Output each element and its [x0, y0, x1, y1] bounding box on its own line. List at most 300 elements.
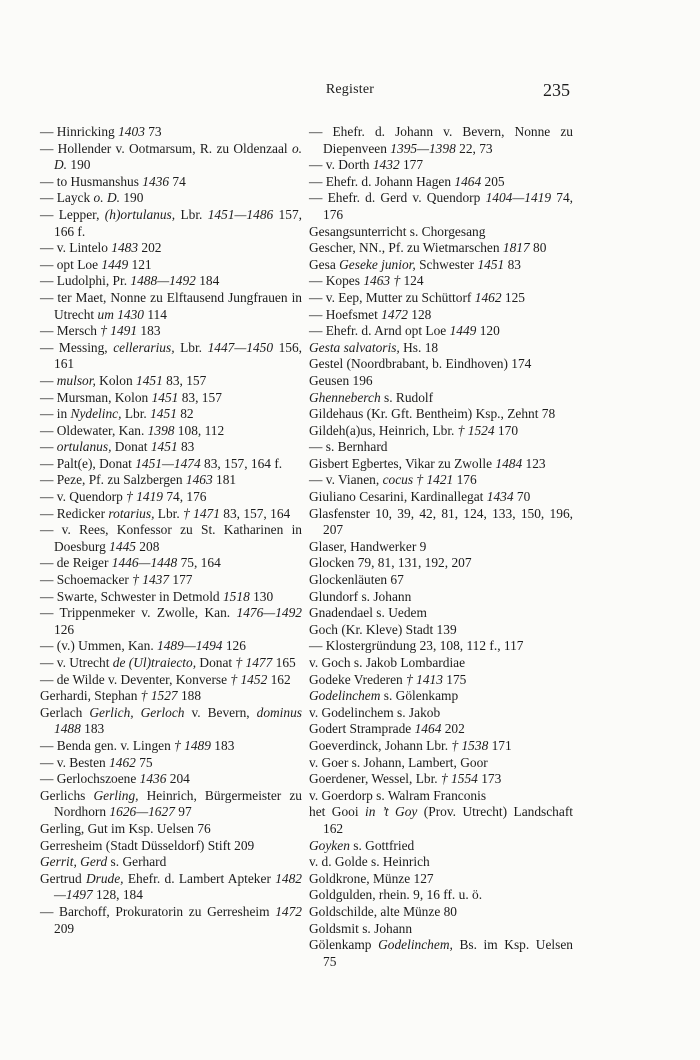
index-entry	[40, 323, 302, 340]
index-entry-italic-text: (h)ortulanus,	[104, 206, 176, 222]
index-entry-italic-text: 1472	[275, 903, 302, 919]
index-entry	[40, 672, 302, 689]
index-entry-text: — v. Lintelo	[40, 240, 112, 256]
index-entry-italic-text: † 1538	[451, 737, 489, 753]
index-entry-text: Gisbert Egbertes, Vikar zu Zwolle	[309, 455, 496, 471]
index-entry-text: v. Goer s. Johann, Lambert, Goor	[309, 754, 488, 770]
index-entry-text: 202	[138, 240, 162, 256]
index-entry-italic-text: † 1491	[100, 323, 138, 339]
index-entry	[40, 423, 302, 440]
index-entry-text: 22, 73	[455, 140, 493, 156]
index-entry-italic-text: Godelinchem,	[378, 937, 453, 953]
index-entry-text: Goldkrone, Münze 127	[309, 870, 434, 886]
index-entry-text: v. Bevern,	[184, 704, 257, 720]
index-entry-italic-text: 1817	[502, 240, 530, 256]
index-entry	[40, 207, 302, 240]
index-entry-text: — Klostergründung 23, 108, 112 f., 117	[309, 638, 524, 654]
index-entry-text: Glocken 79, 81, 131, 192, 207	[309, 555, 472, 571]
index-entry-text: —	[40, 372, 57, 388]
index-entry	[309, 622, 573, 639]
index-entry-text: Glaser, Handwerker 9	[309, 538, 427, 554]
index-column-right	[309, 124, 573, 970]
index-entry-text: Donat	[111, 439, 151, 455]
index-entry-text: 177	[169, 572, 193, 588]
index-entry-italic-text: † 1477	[235, 655, 273, 670]
index-entry	[40, 174, 302, 191]
index-entry	[309, 373, 573, 390]
index-entry-text: Schwester	[415, 256, 478, 272]
index-entry-text: Glockenläuten 67	[309, 572, 404, 588]
index-entry-text: — Lepper,	[40, 206, 105, 222]
index-entry	[40, 638, 302, 655]
index-entry-text: Goldschilde, alte Münze 80	[309, 903, 458, 919]
index-entry-italic-text: Geseke junior,	[339, 256, 416, 272]
index-entry-italic-text: in ’t Goy	[365, 804, 418, 820]
index-entry-text: Gerlach	[40, 704, 90, 720]
index-entry-italic-text: 1451	[477, 256, 505, 272]
index-entry-text: 114	[144, 306, 167, 322]
index-entry	[309, 705, 573, 722]
index-entry-text: — (v.) Ummen, Kan.	[40, 638, 158, 654]
index-entry	[40, 257, 302, 274]
index-entry	[309, 174, 573, 191]
index-entry-italic-text: de (Ul)traiecto,	[112, 655, 197, 670]
index-entry	[309, 456, 573, 473]
index-entry-text: 74, 176	[323, 190, 573, 222]
index-entry	[309, 489, 573, 506]
index-entry	[309, 572, 573, 589]
index-entry	[40, 738, 302, 755]
index-entry-text: 190	[67, 157, 91, 173]
index-entry	[309, 804, 573, 837]
index-entry-text: Goldgulden, rhein. 9, 16 ff. u. ö.	[309, 887, 483, 903]
index-entry-text: — v. Rees, Konfessor zu St. Katharinen in Doesburg	[40, 522, 302, 554]
index-entry-text: — Mersch	[40, 323, 101, 339]
index-entry-text: 175	[442, 671, 467, 687]
index-entry-text: 176	[453, 472, 477, 488]
index-entry	[309, 688, 573, 705]
index-entry-text: 126	[54, 621, 75, 637]
index-entry-italic-text: 1403	[118, 124, 145, 139]
index-entry-italic-text: mulsor,	[56, 372, 96, 388]
index-entry-text: Donat	[196, 655, 236, 670]
index-entry-text: Gildeh(a)us, Heinrich, Lbr.	[309, 422, 458, 438]
index-entry-italic-text: Gerlich, Gerloch	[89, 704, 185, 720]
index-entry-italic-text: 1395—1398	[390, 140, 456, 156]
index-entry-text: 83, 157, 164 f.	[200, 455, 283, 471]
index-entry-italic-text: † 1554	[441, 771, 478, 787]
index-entry-text: — Ludolphi, Pr.	[40, 273, 131, 289]
index-entry	[40, 688, 302, 705]
index-entry-italic-text: 1483	[111, 240, 139, 256]
index-entry-text: 171	[488, 737, 512, 753]
index-entry-italic-text: 1451	[150, 406, 177, 422]
index-entry-text: 181	[212, 472, 237, 488]
index-entry	[40, 472, 302, 489]
index-entry-text: Goldsmit s. Johann	[309, 920, 413, 936]
index-entry-italic-text: Gerrit, Gerd	[40, 854, 108, 870]
index-entry-text: s. Gerhard	[107, 854, 167, 870]
index-entry-text: 124	[400, 273, 424, 289]
index-entry-text: Gestel (Noordbrabant, b. Eindhoven) 174	[309, 356, 532, 372]
index-entry-text: — Oldewater, Kan.	[40, 422, 148, 438]
index-entry-text: 70	[513, 489, 531, 505]
index-entry-text: Gescher, NN., Pf. zu Wietmarschen	[309, 240, 503, 256]
index-entry-italic-text: cellerarius,	[113, 339, 175, 355]
index-entry-italic-text: † 1527	[140, 688, 178, 704]
index-entry-text: — Swarte, Schwester in Detmold	[40, 588, 223, 604]
index-entry-italic-text: 1446—1448	[111, 555, 178, 571]
index-entry-text: v. d. Golde s. Heinrich	[309, 854, 430, 870]
index-entry-italic-text: 1464	[414, 721, 442, 737]
index-entry-text: — Hollender v. Ootmarsum, R. zu Oldenzaal	[40, 140, 292, 156]
index-entry-text: 190	[119, 190, 144, 206]
index-entry-text: Lbr.	[154, 505, 184, 521]
index-entry-text: — Gerlochszoene	[40, 771, 140, 787]
index-entry	[40, 124, 302, 141]
index-entry-italic-text: 1404—1419	[485, 190, 552, 206]
index-entry-italic-text: Gerling,	[93, 787, 139, 803]
index-entry	[309, 423, 573, 440]
index-entry-italic-text: 1518	[222, 588, 250, 604]
index-entry	[40, 273, 302, 290]
index-entry	[309, 838, 573, 855]
index-entry-italic-text: † 1524	[457, 422, 495, 438]
index-entry	[40, 755, 302, 772]
index-entry-text: — v. Dorth	[309, 157, 373, 173]
index-entry-text: 204	[166, 771, 190, 787]
index-entry-text: — opt Loe	[40, 256, 102, 272]
index-entry	[309, 738, 573, 755]
index-entry	[309, 921, 573, 938]
index-entry	[40, 605, 302, 638]
index-entry-text: 83, 157	[178, 389, 222, 405]
index-entry-text: — v. Eep, Mutter zu Schüttorf	[309, 289, 475, 305]
index-entry	[309, 755, 573, 772]
index-entry-italic-text: Drude,	[85, 870, 124, 886]
index-entry-text: 128, 184	[92, 887, 143, 903]
index-entry-text: 75, 164	[177, 555, 221, 571]
index-entry-text: — Ehefr. d. Johann Hagen	[309, 173, 455, 189]
index-entry-italic-text: Goyken	[309, 837, 350, 853]
index-entry	[309, 307, 573, 324]
index-entry-text: — Ehefr. d. Arnd opt Loe	[309, 323, 450, 339]
index-entry	[309, 290, 573, 307]
index-entry-italic-text: Godelinchem	[309, 688, 381, 704]
index-entry-italic-text: 1482—1497	[54, 870, 302, 903]
index-entry-text: — in	[40, 406, 71, 422]
index-entry-italic-text: 1436	[142, 173, 170, 189]
index-entry-text: 82	[176, 406, 194, 422]
index-entry-text: Geusen 196	[309, 372, 373, 388]
index-entry-text: Goerdener, Wessel, Lbr.	[309, 771, 442, 787]
index-entry-text: (Prov. Utrecht) Landschaft 162	[323, 804, 573, 836]
index-entry	[40, 904, 302, 937]
index-entry-italic-text: Ghenneberch	[309, 389, 381, 405]
index-entry-text: 123	[522, 455, 546, 471]
index-entry-text: 83, 157	[162, 372, 207, 388]
index-entry-text: 183	[80, 721, 105, 737]
index-entry	[40, 190, 302, 207]
index-entry-text: Gerresheim (Stadt Düsseldorf) Stift 209	[40, 837, 255, 853]
index-entry-text: — Hoefsmet	[309, 306, 382, 322]
index-entry-italic-text: 1436	[139, 771, 167, 787]
running-header: Register	[325, 82, 375, 97]
index-entry	[40, 240, 302, 257]
index-entry-text: — de Wilde v. Deventer, Konverse	[40, 671, 231, 687]
index-entry	[309, 340, 573, 357]
index-entry-italic-text: 1472	[381, 306, 408, 322]
index-entry-text: 74	[169, 173, 186, 189]
index-entry	[309, 257, 573, 274]
index-entry-text: — Messing,	[40, 339, 114, 355]
index-entry-text: 73	[144, 124, 162, 139]
index-entry-text: Kolon	[95, 372, 137, 388]
index-entry-text: 128	[407, 306, 432, 322]
index-entry-text: 183	[137, 323, 161, 339]
index-entry	[40, 373, 302, 390]
index-entry-text: Goeverdinck, Johann Lbr.	[309, 737, 452, 753]
index-entry-text: 184	[195, 273, 220, 289]
index-entry	[309, 506, 573, 539]
index-entry-text: — Kopes	[309, 273, 364, 289]
index-entry-text: Glundorf s. Johann	[309, 588, 412, 604]
index-entry-italic-text: † 1452	[230, 671, 268, 687]
index-entry	[40, 572, 302, 589]
index-entry-italic-text: 1398	[147, 422, 175, 438]
index-entry-text: Gildehaus (Kr. Gft. Bentheim) Ksp., Zehnt 78	[309, 406, 556, 422]
index-entry-text: 120	[476, 323, 500, 339]
index-entry-text: 157, 166 f.	[54, 206, 302, 239]
index-entry-italic-text: 1449	[101, 256, 129, 272]
index-entry-italic-text: Nydelinc,	[70, 406, 122, 422]
index-entry	[309, 771, 573, 788]
index-entry-text: 156, 161	[54, 339, 303, 372]
index-entry-italic-text: 1451	[150, 439, 178, 455]
index-entry-text: — Ehefr. d. Gerd v. Quendorp	[309, 190, 486, 206]
index-entry-text: Hs. 18	[399, 339, 439, 355]
index-entry-text: Bs. im Ksp. Uelsen 75	[323, 937, 573, 969]
index-entry-text: 125	[501, 289, 525, 305]
index-entry-text: 83	[177, 439, 195, 455]
index-entry-text: — v. Besten	[40, 754, 110, 770]
index-entry-italic-text: † 1437	[132, 572, 170, 588]
index-entry-text: 97	[174, 804, 192, 820]
index-entry-italic-text: dominus 1488	[54, 704, 303, 737]
index-entry	[309, 672, 573, 689]
index-entry-text: het Gooi	[309, 804, 366, 820]
index-entry-text: — Ehefr. d. Johann v. Bevern, Nonne zu Diepenveen	[309, 124, 573, 156]
index-entry-italic-text: † 1413	[406, 671, 443, 687]
index-entry	[40, 555, 302, 572]
index-entry-text: — Peze, Pf. zu Salzbergen	[40, 472, 186, 488]
index-entry	[40, 771, 302, 788]
index-entry	[40, 390, 302, 407]
index-entry-text: Lbr.	[175, 206, 208, 222]
index-entry-text: 83, 157, 164	[219, 505, 291, 521]
index-entry	[40, 290, 302, 323]
index-entry-italic-text: Gesta salvatoris,	[309, 339, 400, 355]
index-entry-text: Goch (Kr. Kleve) Stadt 139	[309, 621, 457, 637]
index-entry-text: — Redicker	[40, 505, 109, 521]
index-entry	[309, 555, 573, 572]
index-entry-text: Lbr.	[174, 339, 208, 355]
index-entry-text: — Trippenmeker v. Zwolle, Kan.	[40, 605, 237, 621]
index-entry-italic-text: rotarius,	[108, 505, 155, 521]
index-entry-text: 170	[494, 422, 519, 438]
index-entry-italic-text: 1462	[109, 754, 136, 770]
index-entry	[309, 788, 573, 805]
index-entry-italic-text: 1463	[185, 472, 213, 488]
index-entry	[309, 539, 573, 556]
index-entry	[40, 705, 302, 738]
index-entry	[309, 356, 573, 373]
index-entry-text: v. Goch s. Jakob Lombardiae	[309, 655, 466, 670]
index-entry-text: 108, 112	[174, 422, 225, 438]
index-entry-italic-text: um 1430	[97, 306, 144, 322]
index-entry	[309, 871, 573, 888]
index-entry-text: — Palt(e), Donat	[40, 455, 136, 471]
index-entry	[309, 589, 573, 606]
index-entry	[40, 655, 302, 672]
index-entry-text: 83	[504, 256, 521, 272]
index-entry	[309, 638, 573, 655]
index-entry-text: — Barchoff, Prokuratorin zu Gerresheim	[40, 903, 276, 919]
index-entry	[309, 655, 573, 672]
index-entry-italic-text: 1447—1450	[207, 339, 274, 355]
index-entry-text: 130	[249, 588, 274, 604]
index-column-left	[40, 124, 302, 937]
index-entry	[309, 472, 573, 489]
index-entry-italic-text: 1451—1474	[135, 455, 201, 471]
index-entry-text: — Mursman, Kolon	[40, 389, 152, 405]
index-entry-text: — s. Bernhard	[309, 439, 388, 455]
index-entry-italic-text: 1451	[151, 389, 179, 405]
index-entry-text: 173	[477, 771, 502, 787]
index-entry	[309, 854, 573, 871]
index-entry-text: — Schoemacker	[40, 572, 133, 588]
index-entry-text: — v. Utrecht	[40, 655, 113, 670]
index-entry	[40, 141, 302, 174]
index-entry-italic-text: 1463 †	[363, 273, 401, 289]
index-entry	[309, 721, 573, 738]
index-entry-italic-text: 1488—1492	[130, 273, 196, 289]
index-entry-italic-text: o. D.	[54, 140, 302, 173]
index-entry-text: —	[40, 439, 57, 455]
index-entry-text: 188	[177, 688, 202, 704]
index-entry-text: — to Husmanshus	[40, 173, 143, 189]
index-entry-text: Heinrich, Bürgermeister zu Nordhorn	[54, 787, 303, 820]
index-entry-text: Giuliano Cesarini, Kardinallegat	[309, 489, 487, 505]
index-entry-text: — de Reiger	[40, 555, 112, 571]
index-entry-text: — v. Quendorp	[40, 489, 127, 505]
index-entry	[309, 124, 573, 157]
index-entry-text: — Benda gen. v. Lingen	[40, 737, 175, 753]
index-entry-text: s. Rudolf	[380, 389, 434, 405]
index-entry-italic-text: 1464	[454, 173, 482, 189]
index-entry-italic-text: 1462	[474, 289, 502, 305]
index-entry	[40, 854, 302, 871]
index-entry-italic-text: cocus † 1421	[382, 472, 454, 488]
index-entry	[309, 439, 573, 456]
index-entry	[40, 406, 302, 423]
index-entry-text: Lbr.	[121, 406, 151, 422]
index-entry	[309, 240, 573, 257]
index-entry	[40, 589, 302, 606]
index-entry-text: 74, 176	[162, 489, 207, 505]
index-entry	[40, 821, 302, 838]
index-entry-italic-text: 1451	[136, 372, 163, 388]
index-entry	[40, 506, 302, 523]
index-entry-text: v. Godelinchem s. Jakob	[309, 704, 441, 720]
index-entry-italic-text: 1434	[486, 489, 514, 505]
index-entry-text: Gesangsunterricht s. Chorgesang	[309, 223, 486, 239]
index-entry-italic-text: o. D.	[93, 190, 120, 206]
index-entry-italic-text: † 1419	[126, 489, 163, 505]
index-entry-text: Gölenkamp	[309, 937, 379, 953]
index-entry-text: 162	[267, 671, 291, 687]
index-entry-text: 121	[128, 256, 152, 272]
index-entry-italic-text: 1489—1494	[157, 638, 223, 654]
index-entry-text: Gertrud	[40, 870, 86, 886]
index-entry-text: 208	[135, 538, 160, 554]
index-entry-text: Gerling, Gut im Ksp. Uelsen 76	[40, 820, 211, 836]
index-entry-text: s. Gölenkamp	[380, 688, 459, 704]
index-entry	[40, 788, 302, 821]
index-entry-italic-text: † 1489	[174, 737, 211, 753]
index-entry-text: — Hinricking	[40, 124, 119, 139]
index-entry-text: — Layck	[40, 190, 94, 206]
index-entry-text: 205	[481, 173, 505, 189]
index-entry-text: Ehefr. d. Lambert Apteker	[123, 870, 276, 886]
index-entry-italic-text: 1451—1486	[207, 206, 274, 222]
index-entry-text: Godeke Vrederen	[309, 671, 407, 687]
page-number: 235	[543, 80, 570, 100]
index-entry-text: Gerhardi, Stephan	[40, 688, 141, 704]
index-entry	[40, 456, 302, 473]
index-entry-text: 209	[54, 920, 75, 936]
index-entry-text: — ter Maet, Nonne zu Elftausend Jungfrauen in Utrecht	[40, 289, 302, 322]
index-entry-text: Gnadendael s. Uedem	[309, 605, 427, 621]
index-entry	[40, 522, 302, 555]
index-entry	[309, 390, 573, 407]
index-entry	[40, 871, 302, 904]
index-entry	[309, 190, 573, 223]
index-entry-italic-text: 1432	[372, 157, 400, 173]
index-entry	[309, 605, 573, 622]
index-entry-italic-text: 1484	[495, 455, 523, 471]
index-entry-text: 126	[222, 638, 246, 654]
index-entry-italic-text: 1626—1627	[109, 804, 175, 820]
index-entry	[40, 489, 302, 506]
index-entry-text: 75	[135, 754, 153, 770]
index-entry	[309, 157, 573, 174]
index-entry-text: — v. Vianen,	[309, 472, 383, 488]
index-entry-italic-text: 1445	[109, 538, 136, 554]
index-entry-text: Godert Stramprade	[309, 721, 415, 737]
index-entry-italic-text: † 1471	[183, 505, 220, 521]
index-entry	[309, 224, 573, 241]
index-entry	[309, 904, 573, 921]
index-entry	[40, 439, 302, 456]
index-entry-italic-text: ortulanus,	[56, 439, 112, 455]
index-entry-italic-text: 1449	[449, 323, 477, 339]
index-entry-text: Gesa	[309, 256, 340, 272]
index-entry-text: 183	[210, 737, 235, 753]
index-entry-text: v. Goerdorp s. Walram Franconis	[309, 787, 487, 803]
index-entry	[309, 406, 573, 423]
index-entry-text: s. Gottfried	[349, 837, 415, 853]
